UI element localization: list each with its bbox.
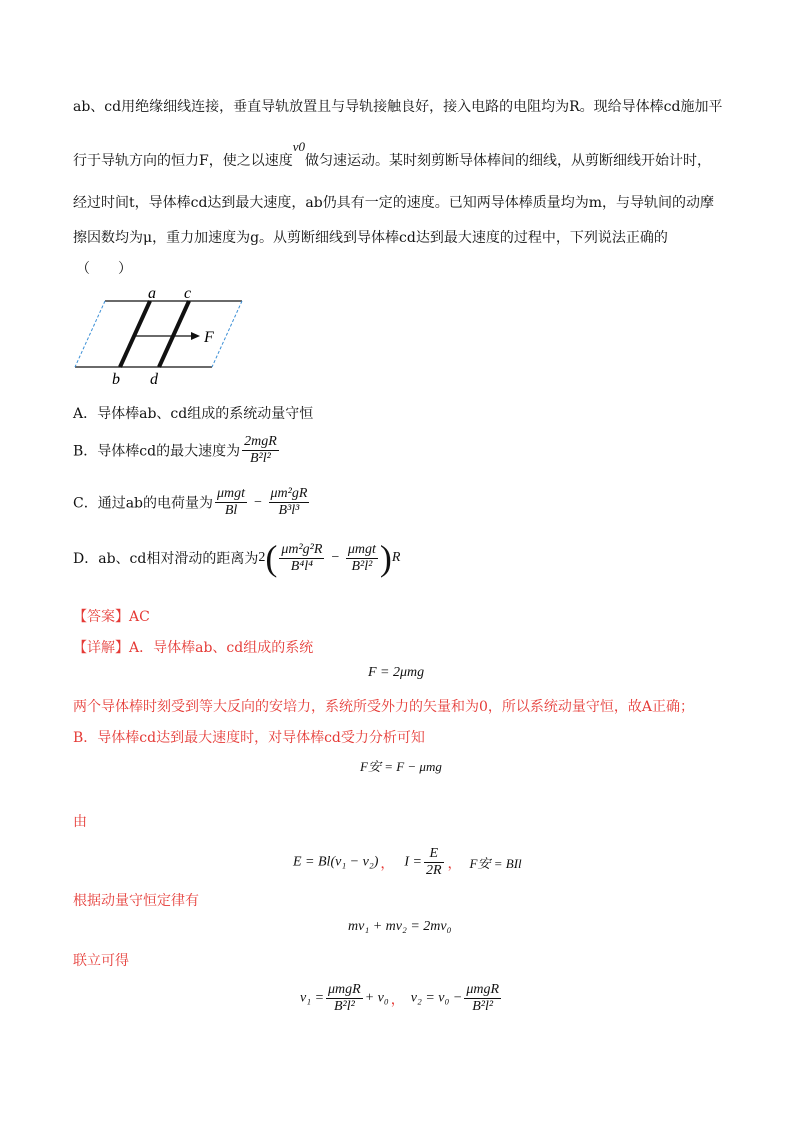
equation-4: mv₁ + mv₂ = 2mv₀ <box>348 919 452 934</box>
option-C-minus: − <box>253 494 263 510</box>
question-line-3: 经过时间t，导体棒cd达到最大速度，ab仍具有一定的速度。已知两导体棒质量均为m，与导轨间的动摩 <box>73 195 715 211</box>
option-C-prefix: C．通过ab的电荷量为 <box>73 495 214 512</box>
equation-5a-lhs: v₁ = <box>300 990 325 1006</box>
option-A: A．导体棒ab、cd组成的系统动量守恒 <box>73 406 314 422</box>
right-dashed-edge <box>212 301 242 367</box>
label-b: b <box>112 371 120 388</box>
answer-bracket: （ ） <box>76 261 132 277</box>
paragraph-A: 两个导体棒时刻受到等大反向的安培力，系统所受外力的矢量和为0，所以系统动量守恒，故A正确； <box>73 699 695 715</box>
force-arrow-head <box>191 332 200 340</box>
rod-ab <box>120 301 150 367</box>
equation-1: F = 2μmg <box>368 665 425 680</box>
option-C-f1-den: Bl <box>224 503 238 518</box>
option-D-R: R <box>391 550 401 565</box>
equation-5a-num: μmgR <box>328 982 361 997</box>
equation-5-row <box>300 982 503 1015</box>
equation-5a-fraction <box>326 982 363 1015</box>
text-you: 由 <box>73 814 87 830</box>
option-C <box>73 486 311 519</box>
option-C-f2-den: B³l³ <box>278 503 300 518</box>
equation-5b-num: μmgR <box>466 982 500 997</box>
option-B-num: 2mgR <box>244 434 277 449</box>
answer-label: 【答案】AC <box>73 609 150 625</box>
paragraph-B: B．导体棒cd达到最大速度时，对导体棒cd受力分析可知 <box>73 730 425 746</box>
equation-3a: E = Bl(v₁ − v₂) <box>293 854 379 870</box>
text-momentum: 根据动量守恒定律有 <box>73 893 199 909</box>
equation-5b-lhs: v₂ = v₀ − <box>410 990 463 1006</box>
option-D-left-paren: ( <box>265 538 278 578</box>
equation-3b-fraction <box>424 846 444 879</box>
rod-cd <box>159 301 189 367</box>
option-C-f1-num: μmgt <box>217 486 246 501</box>
option-D-fraction-1 <box>279 542 324 575</box>
label-d: d <box>150 371 158 388</box>
detail-A-text: A．导体棒ab、cd组成的系统 <box>129 640 314 656</box>
equation-5b-den: B²l² <box>472 999 494 1014</box>
option-D-f2-num: μmgt <box>347 541 376 557</box>
option-C-fraction-2 <box>269 486 310 519</box>
question-line-2 <box>73 139 711 171</box>
equation-3-comma-1: ， <box>380 855 395 872</box>
option-C-fraction-1 <box>215 486 247 519</box>
option-D-f2-den: B²l² <box>351 558 373 574</box>
equation-3b-den: 2R <box>425 863 442 878</box>
question-line-1: ab、cd用绝缘细线连接，垂直导轨放置且与导轨接触良好，接入电路的电阻均为R。现给导体棒cd施加平 <box>73 99 723 115</box>
question-line-2a: 行于导轨方向的恒力F，使之以速度 <box>73 153 293 169</box>
label-F: F <box>204 329 214 346</box>
question-line-2b: 做匀速运动。某时刻剪断导体棒间的细线，从剪断细线开始计时， <box>305 153 711 169</box>
option-D <box>73 540 400 576</box>
detail-A-line <box>73 638 313 658</box>
option-D-fraction-2 <box>346 542 378 575</box>
equation-3-comma-2: ， <box>447 855 462 872</box>
velocity-v0: v0 <box>292 139 305 154</box>
option-B-fraction <box>242 434 279 467</box>
option-B-den: B²l² <box>250 451 271 466</box>
equation-5a-den: B²l² <box>333 999 355 1014</box>
equation-3b-num: E <box>424 846 444 863</box>
equation-5b-fraction <box>464 982 501 1015</box>
detail-label: 【详解】 <box>73 640 129 656</box>
equation-3c: F安 = BIl <box>469 856 522 871</box>
option-D-prefix: D．ab、cd相对滑动的距离为 <box>73 551 259 567</box>
option-B-prefix: B．导体棒cd的最大速度为 <box>73 443 241 460</box>
option-D-coef: 2 <box>258 550 266 565</box>
option-B <box>73 434 281 467</box>
rail-diagram <box>70 286 250 390</box>
equation-2: F安 = F − μmg <box>360 759 442 774</box>
left-dashed-edge <box>75 301 105 367</box>
equation-3b-lhs: I = <box>404 854 422 870</box>
equation-3-row <box>293 846 522 879</box>
option-D-f1-num: μm²g²R <box>281 541 323 557</box>
option-D-minus: − <box>330 550 340 565</box>
equation-5a-tail: + v₀ <box>364 990 389 1006</box>
option-C-f2-num: μm²gR <box>270 486 308 501</box>
equation-5-comma: ， <box>390 991 405 1008</box>
text-lianli: 联立可得 <box>73 953 129 969</box>
option-D-right-paren: ) <box>379 538 392 578</box>
label-a: a <box>148 286 156 302</box>
question-line-4: 擦因数均为μ，重力加速度为g。从剪断细线到导体棒cd达到最大速度的过程中，下列说法正确的 <box>73 230 668 246</box>
option-D-f1-den: B⁴l⁴ <box>290 558 313 574</box>
label-c: c <box>184 286 192 302</box>
